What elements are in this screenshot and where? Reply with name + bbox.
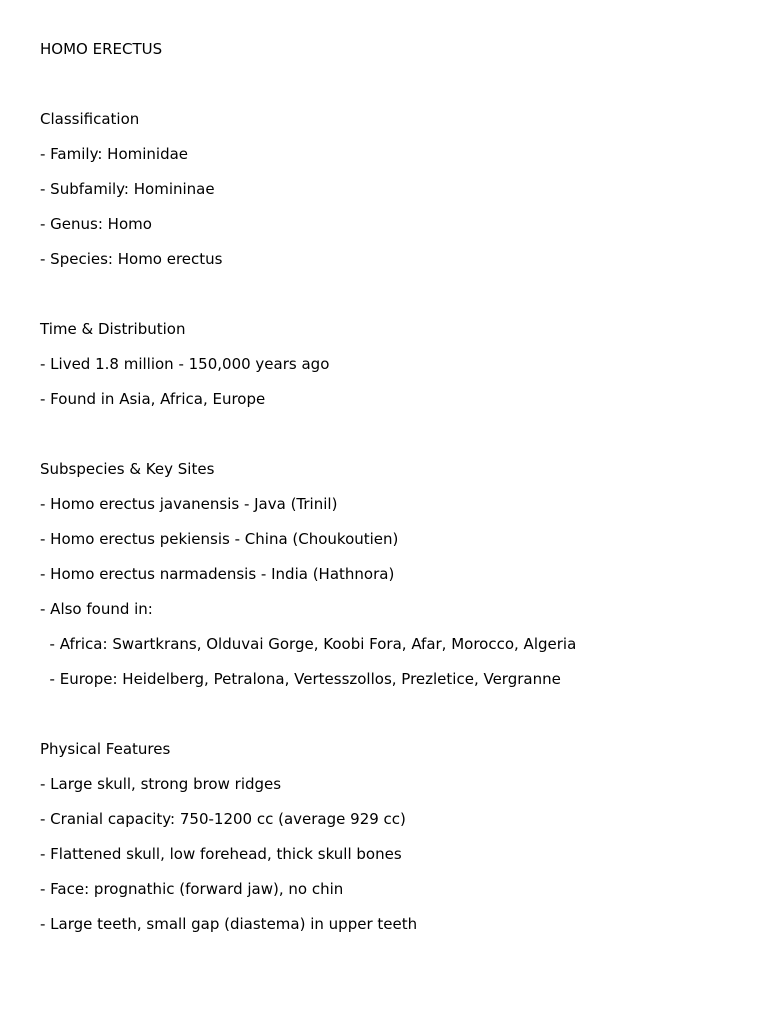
- section-heading-classification: Classification: [40, 110, 140, 128]
- list-item: - Large skull, strong brow ridges: [40, 775, 282, 793]
- list-item: - Family: Hominidae: [40, 145, 189, 163]
- list-item: - Subfamily: Homininae: [40, 180, 215, 198]
- section-heading-time-distribution: Time & Distribution: [40, 320, 186, 338]
- list-item: - Homo erectus pekiensis - China (Choukoutien): [40, 530, 399, 548]
- section-heading-physical-features: Physical Features: [40, 740, 171, 758]
- list-item: - Flattened skull, low forehead, thick skull bones: [40, 845, 402, 863]
- list-item: - Lived 1.8 million - 150,000 years ago: [40, 355, 330, 373]
- list-item: - Cranial capacity: 750-1200 cc (average 929 cc): [40, 810, 406, 828]
- section-heading-subspecies: Subspecies & Key Sites: [40, 460, 215, 478]
- list-item: - Species: Homo erectus: [40, 250, 223, 268]
- list-item: - Homo erectus javanensis - Java (Trinil): [40, 495, 338, 513]
- list-item: - Genus: Homo: [40, 215, 152, 233]
- list-item: - Found in Asia, Africa, Europe: [40, 390, 266, 408]
- list-item: - Homo erectus narmadensis - India (Hathnora): [40, 565, 395, 583]
- document-title: HOMO ERECTUS: [40, 40, 163, 58]
- list-item: - Large teeth, small gap (diastema) in upper teeth: [40, 915, 418, 933]
- list-item: - Face: prognathic (forward jaw), no chin: [40, 880, 344, 898]
- list-subitem: - Europe: Heidelberg, Petralona, Vertesszollos, Prezletice, Vergranne: [40, 670, 561, 688]
- list-item: - Also found in:: [40, 600, 153, 618]
- list-subitem: - Africa: Swartkrans, Olduvai Gorge, Koobi Fora, Afar, Morocco, Algeria: [40, 635, 577, 653]
